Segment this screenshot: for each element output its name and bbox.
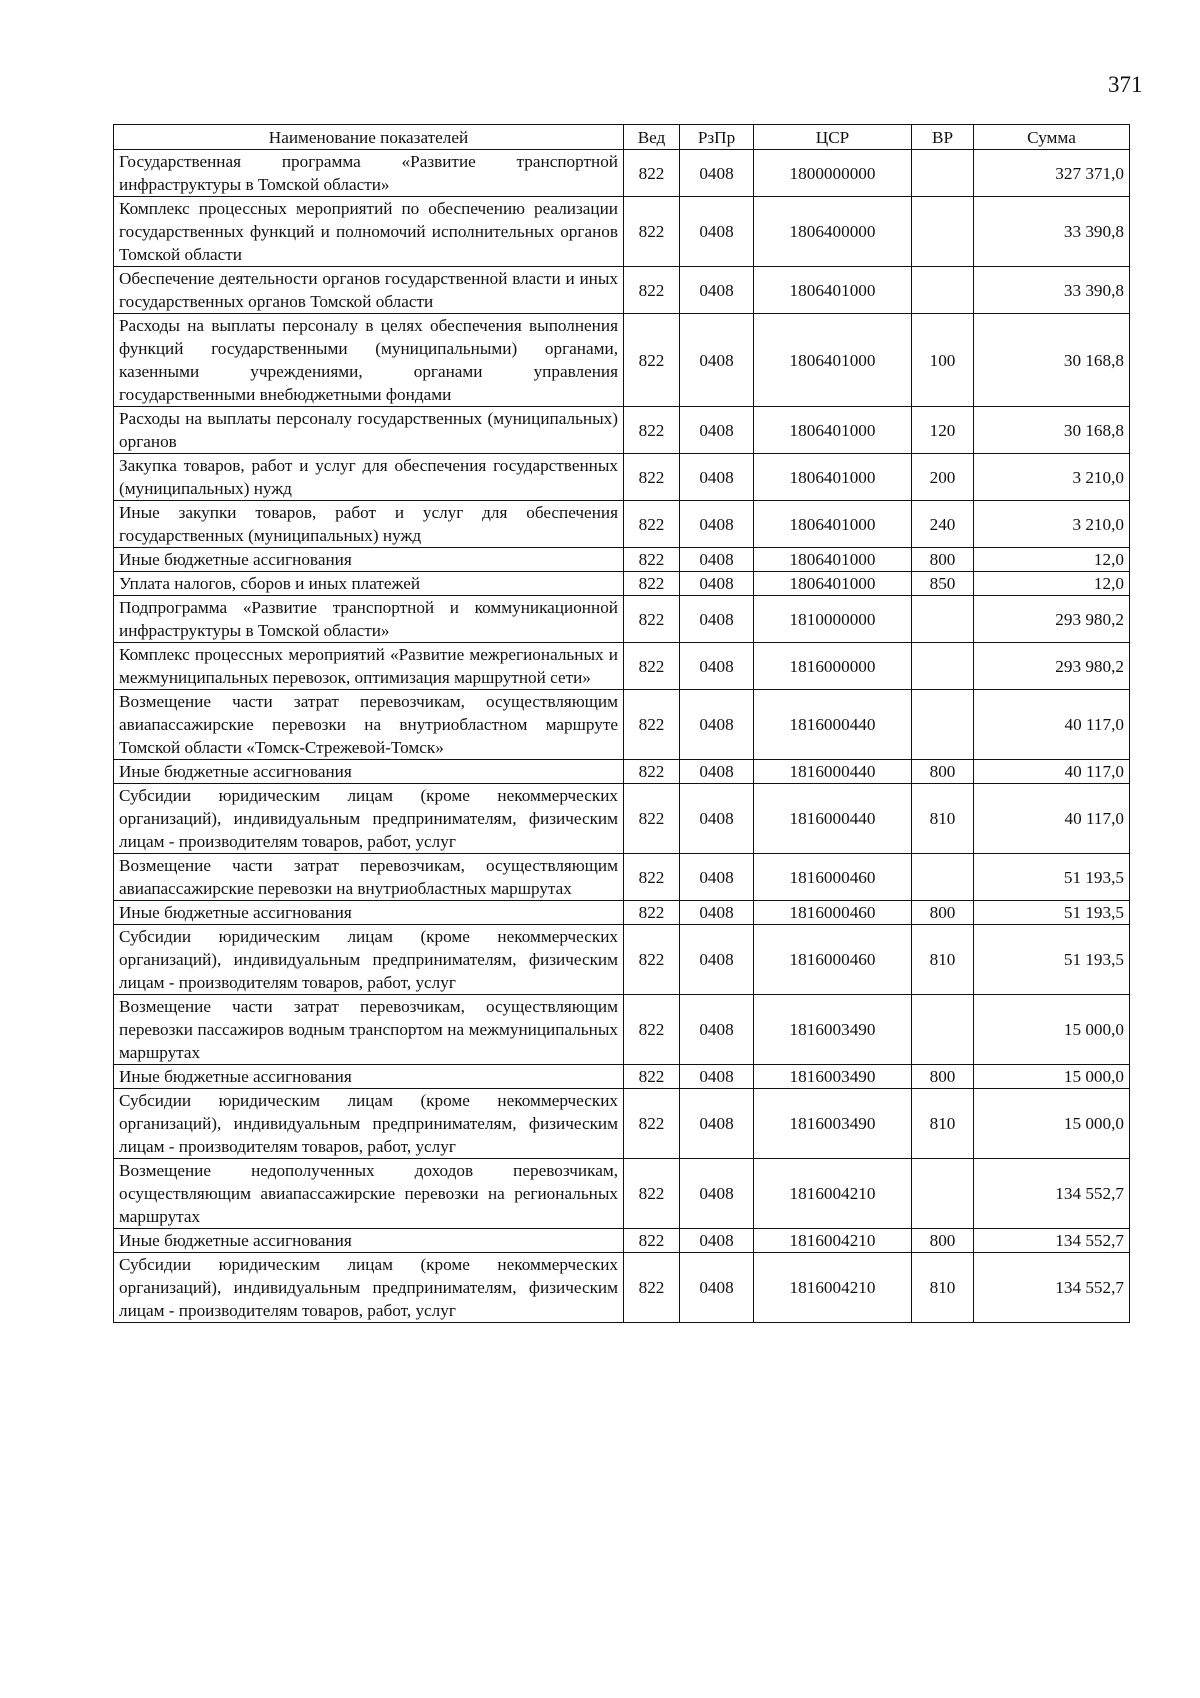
table-row — [114, 596, 1130, 643]
cell-vr — [912, 197, 974, 267]
cell-csr: 1816000440 — [754, 784, 912, 854]
cell-sum: 12,0 — [974, 572, 1130, 596]
cell-ved: 822 — [624, 1065, 680, 1089]
cell-sum: 15 000,0 — [974, 1065, 1130, 1089]
cell-sum: 51 193,5 — [974, 925, 1130, 995]
cell-ved: 822 — [624, 501, 680, 548]
table-row — [114, 784, 1130, 854]
cell-vr — [912, 267, 974, 314]
cell-ved: 822 — [624, 572, 680, 596]
cell-sum: 134 552,7 — [974, 1159, 1130, 1229]
table-row — [114, 1065, 1130, 1089]
cell-vr: 810 — [912, 1089, 974, 1159]
cell-csr: 1806401000 — [754, 314, 912, 407]
cell-name: Возмещение недополученных доходов перевозчикам, осуществляющим авиапассажирские перевозки на региональных маршрутах — [114, 1159, 624, 1229]
cell-name: Обеспечение деятельности органов государственной власти и иных государственных органов Томской области — [114, 267, 624, 314]
cell-ved: 822 — [624, 197, 680, 267]
cell-sum: 15 000,0 — [974, 995, 1130, 1065]
cell-name: Закупка товаров, работ и услуг для обеспечения государственных (муниципальных) нужд — [114, 454, 624, 501]
cell-csr: 1806401000 — [754, 572, 912, 596]
cell-name: Иные закупки товаров, работ и услуг для обеспечения государственных (муниципальных) нужд — [114, 501, 624, 548]
cell-rzpr: 0408 — [680, 1065, 754, 1089]
cell-sum: 293 980,2 — [974, 643, 1130, 690]
cell-ved: 822 — [624, 150, 680, 197]
cell-vr — [912, 1159, 974, 1229]
table-header-row — [114, 125, 1130, 150]
cell-vr: 810 — [912, 925, 974, 995]
cell-vr — [912, 690, 974, 760]
cell-name: Субсидии юридическим лицам (кроме некоммерческих организаций), индивидуальным предпринимателям, физическим лицам - производителям товаров, работ, услуг — [114, 925, 624, 995]
cell-vr: 810 — [912, 1253, 974, 1323]
cell-name: Возмещение части затрат перевозчикам, осуществляющим авиапассажирские перевозки на внутриобластном маршруте Томской области «Томск-Стрежевой-Томск» — [114, 690, 624, 760]
page-number: 371 — [1108, 72, 1143, 97]
cell-rzpr: 0408 — [680, 267, 754, 314]
cell-vr: 240 — [912, 501, 974, 548]
cell-rzpr: 0408 — [680, 643, 754, 690]
header-rzpr: РзПр — [680, 125, 754, 150]
table-row — [114, 1253, 1130, 1323]
cell-ved: 822 — [624, 1229, 680, 1253]
cell-sum: 33 390,8 — [974, 197, 1130, 267]
cell-vr: 800 — [912, 760, 974, 784]
cell-sum: 30 168,8 — [974, 314, 1130, 407]
budget-table — [113, 124, 1130, 1323]
cell-rzpr: 0408 — [680, 901, 754, 925]
cell-ved: 822 — [624, 548, 680, 572]
cell-sum: 33 390,8 — [974, 267, 1130, 314]
cell-ved: 822 — [624, 1159, 680, 1229]
table-body — [114, 150, 1130, 1323]
cell-csr: 1800000000 — [754, 150, 912, 197]
cell-csr: 1806401000 — [754, 548, 912, 572]
cell-rzpr: 0408 — [680, 854, 754, 901]
cell-rzpr: 0408 — [680, 407, 754, 454]
cell-rzpr: 0408 — [680, 596, 754, 643]
cell-csr: 1816004210 — [754, 1253, 912, 1323]
cell-vr — [912, 150, 974, 197]
cell-ved: 822 — [624, 1253, 680, 1323]
cell-vr: 120 — [912, 407, 974, 454]
header-name: Наименование показателей — [114, 125, 624, 150]
cell-csr: 1816004210 — [754, 1159, 912, 1229]
cell-csr: 1816000440 — [754, 690, 912, 760]
cell-csr: 1816000000 — [754, 643, 912, 690]
cell-rzpr: 0408 — [680, 150, 754, 197]
cell-csr: 1806401000 — [754, 501, 912, 548]
cell-ved: 822 — [624, 784, 680, 854]
cell-vr: 200 — [912, 454, 974, 501]
table-row — [114, 643, 1130, 690]
cell-rzpr: 0408 — [680, 1253, 754, 1323]
cell-name: Иные бюджетные ассигнования — [114, 1065, 624, 1089]
cell-ved: 822 — [624, 760, 680, 784]
cell-csr: 1816003490 — [754, 1065, 912, 1089]
table-row — [114, 572, 1130, 596]
cell-vr: 800 — [912, 1229, 974, 1253]
cell-rzpr: 0408 — [680, 572, 754, 596]
table-row — [114, 501, 1130, 548]
table-row — [114, 690, 1130, 760]
cell-sum: 15 000,0 — [974, 1089, 1130, 1159]
table-row — [114, 314, 1130, 407]
cell-name: Комплекс процессных мероприятий по обеспечению реализации государственных функций и полномочий исполнительных органов Томской области — [114, 197, 624, 267]
table-row — [114, 1089, 1130, 1159]
cell-csr: 1816000440 — [754, 760, 912, 784]
cell-name: Иные бюджетные ассигнования — [114, 548, 624, 572]
cell-sum: 40 117,0 — [974, 690, 1130, 760]
cell-rzpr: 0408 — [680, 548, 754, 572]
table-row — [114, 1159, 1130, 1229]
table-row — [114, 901, 1130, 925]
table-row — [114, 548, 1130, 572]
cell-name: Субсидии юридическим лицам (кроме некоммерческих организаций), индивидуальным предпринимателям, физическим лицам - производителям товаров, работ, услуг — [114, 1253, 624, 1323]
cell-ved: 822 — [624, 925, 680, 995]
cell-ved: 822 — [624, 854, 680, 901]
cell-rzpr: 0408 — [680, 1159, 754, 1229]
cell-rzpr: 0408 — [680, 454, 754, 501]
cell-rzpr: 0408 — [680, 501, 754, 548]
cell-sum: 327 371,0 — [974, 150, 1130, 197]
cell-name: Иные бюджетные ассигнования — [114, 901, 624, 925]
table-row — [114, 1229, 1130, 1253]
table-row — [114, 854, 1130, 901]
table-row — [114, 995, 1130, 1065]
cell-name: Уплата налогов, сборов и иных платежей — [114, 572, 624, 596]
cell-name: Возмещение части затрат перевозчикам, осуществляющим перевозки пассажиров водным транспортом на межмуниципальных маршрутах — [114, 995, 624, 1065]
cell-sum: 51 193,5 — [974, 854, 1130, 901]
table-row — [114, 150, 1130, 197]
cell-name: Иные бюджетные ассигнования — [114, 1229, 624, 1253]
table-row — [114, 407, 1130, 454]
cell-vr: 800 — [912, 548, 974, 572]
cell-rzpr: 0408 — [680, 760, 754, 784]
cell-name: Комплекс процессных мероприятий «Развитие межрегиональных и межмуниципальных перевозок, оптимизация маршрутной сети» — [114, 643, 624, 690]
cell-vr — [912, 854, 974, 901]
cell-csr: 1806400000 — [754, 197, 912, 267]
cell-vr: 800 — [912, 1065, 974, 1089]
cell-vr: 800 — [912, 901, 974, 925]
table-row — [114, 925, 1130, 995]
cell-name: Субсидии юридическим лицам (кроме некоммерческих организаций), индивидуальным предпринимателям, физическим лицам - производителям товаров, работ, услуг — [114, 784, 624, 854]
cell-vr: 850 — [912, 572, 974, 596]
cell-vr — [912, 995, 974, 1065]
cell-csr: 1816003490 — [754, 995, 912, 1065]
header-csr: ЦСР — [754, 125, 912, 150]
cell-vr — [912, 596, 974, 643]
cell-rzpr: 0408 — [680, 1229, 754, 1253]
cell-sum: 3 210,0 — [974, 454, 1130, 501]
cell-sum: 134 552,7 — [974, 1229, 1130, 1253]
table-row — [114, 760, 1130, 784]
cell-ved: 822 — [624, 314, 680, 407]
cell-name: Субсидии юридическим лицам (кроме некоммерческих организаций), индивидуальным предпринимателям, физическим лицам - производителям товаров, работ, услуг — [114, 1089, 624, 1159]
cell-rzpr: 0408 — [680, 314, 754, 407]
cell-sum: 51 193,5 — [974, 901, 1130, 925]
cell-ved: 822 — [624, 995, 680, 1065]
header-ved: Вед — [624, 125, 680, 150]
cell-rzpr: 0408 — [680, 1089, 754, 1159]
header-vr: ВР — [912, 125, 974, 150]
cell-csr: 1806401000 — [754, 454, 912, 501]
cell-sum: 12,0 — [974, 548, 1130, 572]
cell-csr: 1816000460 — [754, 854, 912, 901]
cell-ved: 822 — [624, 454, 680, 501]
cell-csr: 1810000000 — [754, 596, 912, 643]
cell-ved: 822 — [624, 643, 680, 690]
cell-name: Возмещение части затрат перевозчикам, осуществляющим авиапассажирские перевозки на внутриобластных маршрутах — [114, 854, 624, 901]
cell-name: Подпрограмма «Развитие транспортной и коммуникационной инфраструктуры в Томской области» — [114, 596, 624, 643]
cell-rzpr: 0408 — [680, 784, 754, 854]
cell-sum: 40 117,0 — [974, 760, 1130, 784]
cell-vr: 810 — [912, 784, 974, 854]
table-row — [114, 267, 1130, 314]
cell-sum: 30 168,8 — [974, 407, 1130, 454]
cell-rzpr: 0408 — [680, 197, 754, 267]
cell-vr: 100 — [912, 314, 974, 407]
cell-ved: 822 — [624, 901, 680, 925]
header-sum: Сумма — [974, 125, 1130, 150]
cell-csr: 1816000460 — [754, 925, 912, 995]
cell-csr: 1816000460 — [754, 901, 912, 925]
cell-rzpr: 0408 — [680, 995, 754, 1065]
cell-sum: 3 210,0 — [974, 501, 1130, 548]
cell-rzpr: 0408 — [680, 690, 754, 760]
cell-sum: 293 980,2 — [974, 596, 1130, 643]
cell-ved: 822 — [624, 1089, 680, 1159]
cell-ved: 822 — [624, 407, 680, 454]
cell-name: Расходы на выплаты персоналу государственных (муниципальных) органов — [114, 407, 624, 454]
table-row — [114, 197, 1130, 267]
cell-csr: 1806401000 — [754, 407, 912, 454]
cell-name: Расходы на выплаты персоналу в целях обеспечения выполнения функций государственными (муниципальными) органами, казенными учреждениями, органами управления государственными внебюджетными фондами — [114, 314, 624, 407]
cell-csr: 1816003490 — [754, 1089, 912, 1159]
cell-ved: 822 — [624, 690, 680, 760]
cell-name: Государственная программа «Развитие транспортной инфраструктуры в Томской области» — [114, 150, 624, 197]
cell-ved: 822 — [624, 267, 680, 314]
cell-sum: 134 552,7 — [974, 1253, 1130, 1323]
cell-rzpr: 0408 — [680, 925, 754, 995]
cell-name: Иные бюджетные ассигнования — [114, 760, 624, 784]
cell-sum: 40 117,0 — [974, 784, 1130, 854]
cell-ved: 822 — [624, 596, 680, 643]
cell-csr: 1806401000 — [754, 267, 912, 314]
cell-csr: 1816004210 — [754, 1229, 912, 1253]
table-row — [114, 454, 1130, 501]
cell-vr — [912, 643, 974, 690]
